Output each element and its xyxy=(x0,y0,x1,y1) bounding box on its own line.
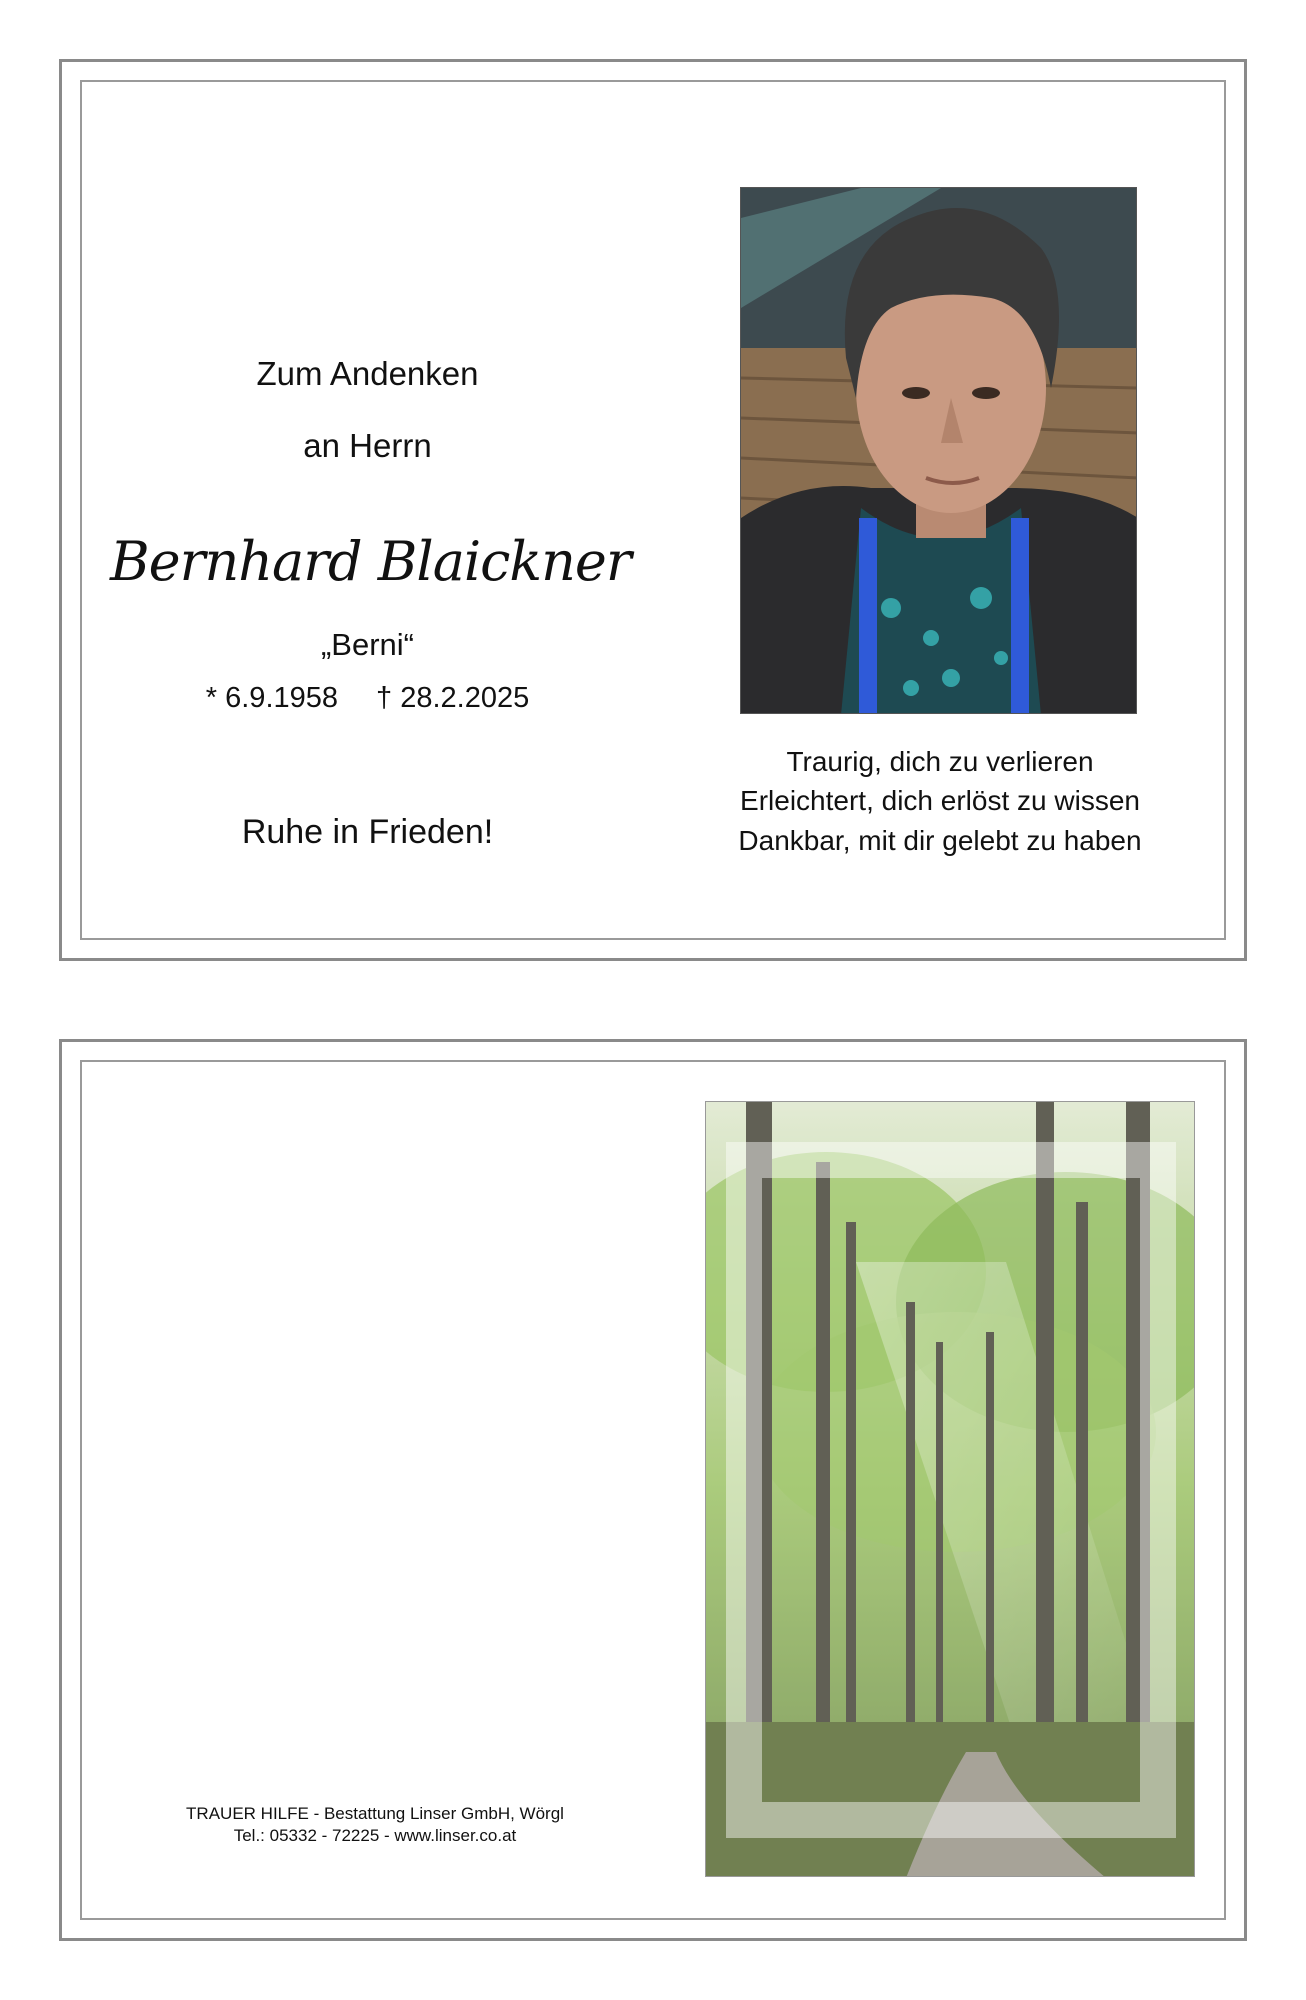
poem-line-1: Traurig, dich zu verlieren xyxy=(786,746,1094,777)
nickname: „Berni“ xyxy=(320,627,414,662)
funeral-home-contact: Tel.: 05332 - 72225 - www.linser.co.at xyxy=(233,1826,517,1845)
poem-line-3: Dankbar, mit dir gelebt zu haben xyxy=(738,825,1142,856)
forest-path-image xyxy=(705,1101,1195,1877)
salutation: an Herrn xyxy=(303,427,432,464)
closing-phrase: Ruhe in Frieden! xyxy=(241,813,494,851)
life-dates xyxy=(110,682,625,715)
deceased-name: Bernhard Blaickner xyxy=(110,530,631,593)
birth-date: * 6.9.1958 xyxy=(205,682,339,714)
portrait-photo xyxy=(740,187,1137,714)
poem-line-2: Erleichtert, dich erlöst zu wissen xyxy=(740,785,1140,816)
death-date: † 28.2.2025 xyxy=(376,682,530,714)
funeral-home-name: TRAUER HILFE - Bestattung Linser GmbH, Wörgl xyxy=(186,1804,564,1823)
memorial-heading: Zum Andenken xyxy=(256,355,479,392)
